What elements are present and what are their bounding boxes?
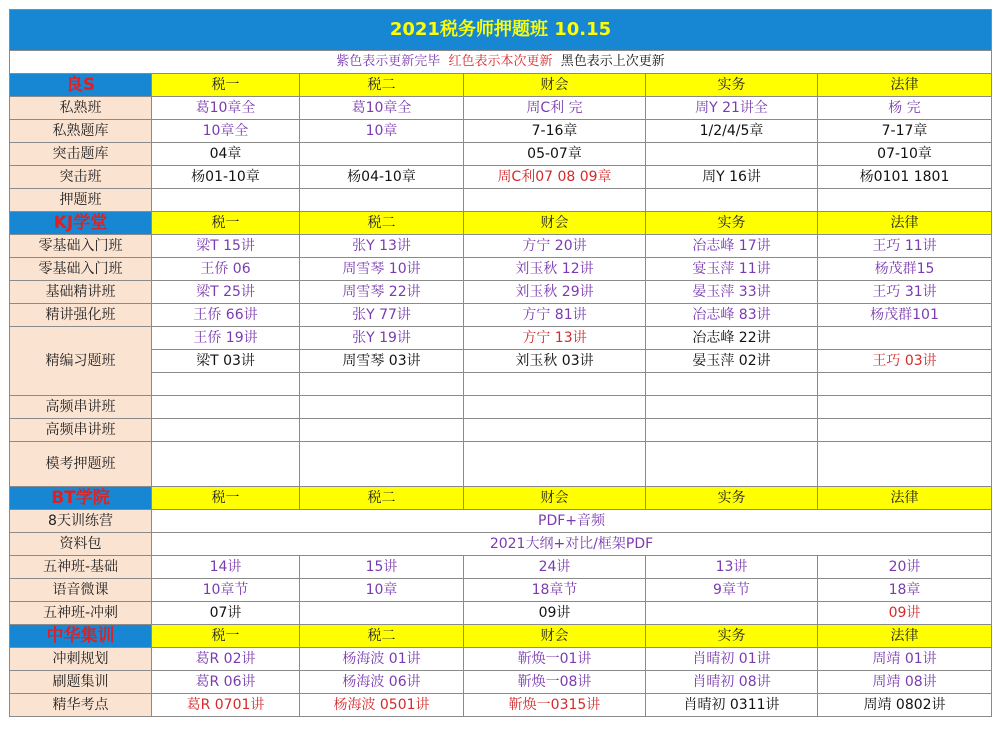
table-cell — [152, 442, 300, 487]
table-row — [10, 442, 992, 487]
table-cell: 刘玉秋 12讲 — [464, 258, 646, 281]
table-cell: 15讲 — [300, 556, 464, 579]
table-cell: 杨01-10章 — [152, 166, 300, 189]
table-cell: 周雪琴 03讲 — [300, 350, 464, 373]
kj-section-label: KJ学堂 — [10, 212, 152, 235]
subject-header: 实务 — [646, 74, 818, 97]
subject-header: 实务 — [646, 487, 818, 510]
color-legend — [10, 51, 992, 74]
row-label: 零基础入门班 — [10, 258, 152, 281]
table-cell: 周雪琴 22讲 — [300, 281, 464, 304]
subject-header: 税二 — [300, 487, 464, 510]
table-row — [10, 671, 992, 694]
table-cell: 王侨 66讲 — [152, 304, 300, 327]
table-cell — [300, 419, 464, 442]
section-header-row — [10, 212, 992, 235]
table-cell: 周靖 08讲 — [818, 671, 992, 694]
table-cell: 周Y 21讲全 — [646, 97, 818, 120]
table-cell: 刘玉秋 03讲 — [464, 350, 646, 373]
table-cell — [464, 442, 646, 487]
table-cell: 7-16章 — [464, 120, 646, 143]
table-cell: 周靖 01讲 — [818, 648, 992, 671]
table-cell: 周C利 完 — [464, 97, 646, 120]
table-cell — [152, 419, 300, 442]
subject-header: 法律 — [818, 625, 992, 648]
table-cell: 方宁 13讲 — [464, 327, 646, 350]
table-cell: 04章 — [152, 143, 300, 166]
table-cell: 10章全 — [152, 120, 300, 143]
table-cell: 09讲 — [464, 602, 646, 625]
liangs-section-label: 良S — [10, 74, 152, 97]
table-row — [10, 579, 992, 602]
legend-purple: 紫色表示更新完毕 — [336, 54, 441, 69]
subject-header: 财会 — [464, 487, 646, 510]
table-cell — [464, 419, 646, 442]
table-cell — [818, 396, 992, 419]
table-cell: 杨海波 0501讲 — [300, 694, 464, 717]
subject-header: 税一 — [152, 74, 300, 97]
table-cell: 葛R 02讲 — [152, 648, 300, 671]
row-label: 资料包 — [10, 533, 152, 556]
table-cell — [818, 419, 992, 442]
table-cell: 07-10章 — [818, 143, 992, 166]
table-cell — [152, 396, 300, 419]
table-cell: 18章 — [818, 579, 992, 602]
table-cell — [464, 396, 646, 419]
table-cell: 周C利07 08 09章 — [464, 166, 646, 189]
table-cell: 7-17章 — [818, 120, 992, 143]
schedule-table — [9, 9, 992, 717]
subject-header: 财会 — [464, 74, 646, 97]
table-cell: 杨 完 — [818, 97, 992, 120]
table-cell — [300, 189, 464, 212]
zh-section-label: 中华集训 — [10, 625, 152, 648]
table-cell — [464, 373, 646, 396]
row-label: 五神班-基础 — [10, 556, 152, 579]
table-row — [10, 97, 992, 120]
table-row — [10, 396, 992, 419]
row-label: 模考押题班 — [10, 442, 152, 487]
table-cell — [646, 442, 818, 487]
row-label: 高频串讲班 — [10, 419, 152, 442]
table-cell — [818, 442, 992, 487]
bt-section-label: BT学院 — [10, 487, 152, 510]
table-row — [10, 419, 992, 442]
legend-black: 黑色表示上次更新 — [560, 54, 665, 69]
table-row — [10, 327, 992, 350]
row-label: 精讲强化班 — [10, 304, 152, 327]
subject-header: 税一 — [152, 625, 300, 648]
table-cell: 王侨 19讲 — [152, 327, 300, 350]
table-cell: 肖晴初 0311讲 — [646, 694, 818, 717]
subject-header: 财会 — [464, 625, 646, 648]
table-cell: 靳焕一01讲 — [464, 648, 646, 671]
merged-cell: PDF+音频 — [152, 510, 992, 533]
table-cell: 肖晴初 08讲 — [646, 671, 818, 694]
table-cell: 王巧 11讲 — [818, 235, 992, 258]
table-cell: 周靖 0802讲 — [818, 694, 992, 717]
table-cell — [152, 373, 300, 396]
table-cell: 葛10章全 — [300, 97, 464, 120]
table-cell: 1/2/4/5章 — [646, 120, 818, 143]
table-cell — [646, 189, 818, 212]
table-row — [10, 373, 992, 396]
table-cell — [464, 189, 646, 212]
schedule-body — [10, 10, 992, 717]
table-cell: 周雪琴 10讲 — [300, 258, 464, 281]
table-cell: 09讲 — [818, 602, 992, 625]
table-cell: 梁T 03讲 — [152, 350, 300, 373]
row-label: 高频串讲班 — [10, 396, 152, 419]
legend-red: 红色表示本次更新 — [448, 54, 553, 69]
subject-header: 实务 — [646, 212, 818, 235]
row-label: 突击班 — [10, 166, 152, 189]
table-row — [10, 556, 992, 579]
table-cell: 靳焕一0315讲 — [464, 694, 646, 717]
merged-cell: 2021大纲+对比/框架PDF — [152, 533, 992, 556]
table-row — [10, 281, 992, 304]
table-cell: 杨茂群101 — [818, 304, 992, 327]
table-cell: 9章节 — [646, 579, 818, 602]
table-row — [10, 648, 992, 671]
table-cell: 10章 — [300, 579, 464, 602]
table-row — [10, 120, 992, 143]
subject-header: 税二 — [300, 74, 464, 97]
table-row — [10, 166, 992, 189]
table-cell: 晏玉萍 33讲 — [646, 281, 818, 304]
table-cell: 14讲 — [152, 556, 300, 579]
table-cell: 王巧 03讲 — [818, 350, 992, 373]
table-row — [10, 533, 992, 556]
table-cell — [646, 373, 818, 396]
table-cell — [646, 143, 818, 166]
table-row — [10, 235, 992, 258]
row-label: 突击题库 — [10, 143, 152, 166]
subject-header: 法律 — [818, 487, 992, 510]
subject-header: 税二 — [300, 212, 464, 235]
table-cell: 肖晴初 01讲 — [646, 648, 818, 671]
subject-header: 法律 — [818, 212, 992, 235]
table-cell: 07讲 — [152, 602, 300, 625]
table-cell: 13讲 — [646, 556, 818, 579]
table-cell: 王侨 06 — [152, 258, 300, 281]
section-header-row — [10, 625, 992, 648]
row-label: 冲刺规划 — [10, 648, 152, 671]
subject-header: 税一 — [152, 212, 300, 235]
table-cell: 05-07章 — [464, 143, 646, 166]
table-cell — [300, 442, 464, 487]
table-cell — [300, 602, 464, 625]
table-cell: 张Y 13讲 — [300, 235, 464, 258]
table-cell: 梁T 15讲 — [152, 235, 300, 258]
row-label: 私熟题库 — [10, 120, 152, 143]
table-row — [10, 258, 992, 281]
section-header-row — [10, 487, 992, 510]
table-cell: 18章节 — [464, 579, 646, 602]
row-label: 语音微课 — [10, 579, 152, 602]
row-label: 基础精讲班 — [10, 281, 152, 304]
table-cell — [818, 327, 992, 350]
table-cell: 周Y 16讲 — [646, 166, 818, 189]
table-cell — [152, 189, 300, 212]
table-cell: 冶志峰 22讲 — [646, 327, 818, 350]
table-cell: 葛R 0701讲 — [152, 694, 300, 717]
table-cell: 10章节 — [152, 579, 300, 602]
subject-header: 税一 — [152, 487, 300, 510]
table-cell: 杨海波 06讲 — [300, 671, 464, 694]
table-cell — [300, 373, 464, 396]
row-label: 刷题集训 — [10, 671, 152, 694]
table-row — [10, 694, 992, 717]
table-row — [10, 304, 992, 327]
row-label: 押题班 — [10, 189, 152, 212]
table-cell: 靳焕一08讲 — [464, 671, 646, 694]
subject-header: 财会 — [464, 212, 646, 235]
subject-header: 税二 — [300, 625, 464, 648]
table-cell: 杨0101 1801 — [818, 166, 992, 189]
table-cell: 方宁 20讲 — [464, 235, 646, 258]
page-title: 2021税务师押题班 10.15 — [10, 10, 992, 51]
table-cell: 20讲 — [818, 556, 992, 579]
row-label: 五神班-冲刺 — [10, 602, 152, 625]
table-cell: 王巧 31讲 — [818, 281, 992, 304]
table-row — [10, 602, 992, 625]
row-label: 8天训练营 — [10, 510, 152, 533]
table-cell: 张Y 19讲 — [300, 327, 464, 350]
row-label: 精华考点 — [10, 694, 152, 717]
table-cell: 冶志峰 17讲 — [646, 235, 818, 258]
table-cell — [300, 396, 464, 419]
table-cell: 晏玉萍 02讲 — [646, 350, 818, 373]
table-cell: 24讲 — [464, 556, 646, 579]
table-cell — [646, 602, 818, 625]
subject-header: 法律 — [818, 74, 992, 97]
subject-header: 实务 — [646, 625, 818, 648]
table-cell: 杨茂群15 — [818, 258, 992, 281]
table-cell: 葛10章全 — [152, 97, 300, 120]
table-cell: 方宁 81讲 — [464, 304, 646, 327]
section-header-row — [10, 74, 992, 97]
table-cell: 杨海波 01讲 — [300, 648, 464, 671]
table-cell: 梁T 25讲 — [152, 281, 300, 304]
table-cell — [646, 419, 818, 442]
table-cell — [818, 373, 992, 396]
table-cell: 杨04-10章 — [300, 166, 464, 189]
row-label: 精编习题班 — [10, 327, 152, 396]
table-cell — [300, 143, 464, 166]
row-label: 零基础入门班 — [10, 235, 152, 258]
table-cell: 葛R 06讲 — [152, 671, 300, 694]
table-cell: 张Y 77讲 — [300, 304, 464, 327]
table-cell: 宴玉萍 11讲 — [646, 258, 818, 281]
table-cell: 刘玉秋 29讲 — [464, 281, 646, 304]
table-cell — [818, 189, 992, 212]
table-cell: 10章 — [300, 120, 464, 143]
table-row — [10, 350, 992, 373]
table-cell — [646, 396, 818, 419]
table-row — [10, 143, 992, 166]
row-label: 私熟班 — [10, 97, 152, 120]
table-row — [10, 189, 992, 212]
table-cell: 冶志峰 83讲 — [646, 304, 818, 327]
table-row — [10, 510, 992, 533]
